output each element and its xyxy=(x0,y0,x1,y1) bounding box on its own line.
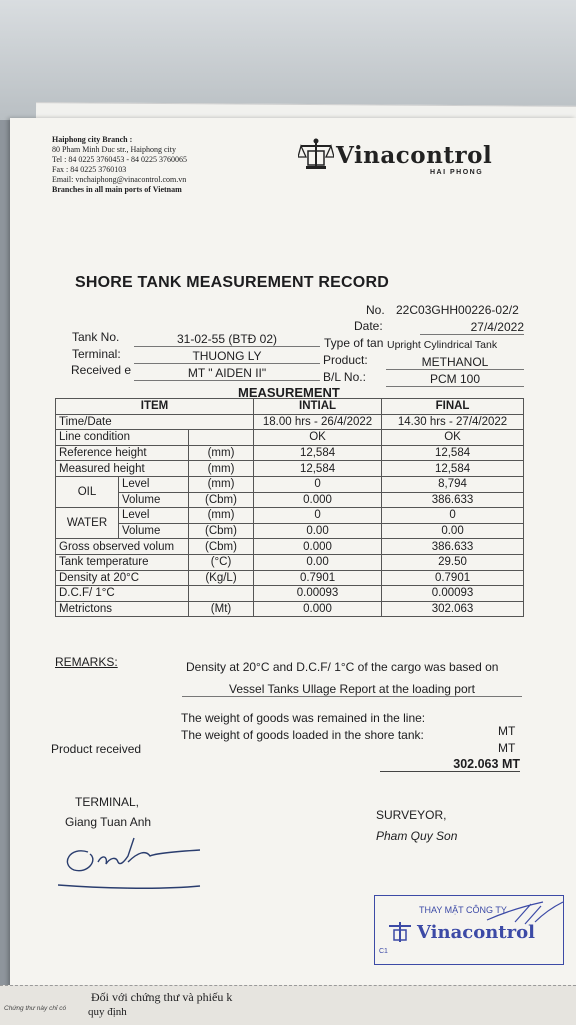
row-initial: 12,584 xyxy=(254,445,382,461)
table-row xyxy=(56,539,524,555)
row-unit: (mm) xyxy=(189,508,254,524)
row-initial: 0.000 xyxy=(254,492,382,508)
bl-label: B/L No.: xyxy=(323,370,366,384)
row-final: 0.00 xyxy=(382,523,524,539)
measurement-heading: MEASUREMENT xyxy=(238,385,340,400)
table-row xyxy=(56,523,524,539)
row-item-oil: OIL xyxy=(56,476,119,507)
row-final: 386.633 xyxy=(382,539,524,555)
received-value: MT " AIDEN II" xyxy=(134,366,320,381)
branch-email: Email: vnchaiphong@vinacontrol.com.vn xyxy=(52,175,187,184)
row-initial: 0.000 xyxy=(254,601,382,617)
bl-value: PCM 100 xyxy=(386,372,524,387)
branch-tel: Tel : 84 0225 3760453 - 84 0225 3760065 xyxy=(52,155,187,164)
row-final: 14.30 hrs - 27/4/2022 xyxy=(382,414,524,430)
footer-small: Chứng thư này chỉ có xyxy=(4,1005,67,1012)
table-row xyxy=(56,508,524,524)
branch-info xyxy=(52,135,187,195)
table-row xyxy=(56,570,524,586)
row-item: Density at 20°C xyxy=(56,570,189,586)
date-label: Date: xyxy=(354,319,383,333)
row-initial: 0.00093 xyxy=(254,586,382,602)
header-item: ITEM xyxy=(56,399,254,415)
type-value: Upright Cylindrical Tank xyxy=(387,339,498,351)
stamp-code: C1 xyxy=(379,948,388,955)
row-initial: 0.00 xyxy=(254,523,382,539)
lower-document-strip xyxy=(0,985,576,1025)
row-sub: Level xyxy=(119,508,189,524)
table-row xyxy=(56,414,524,430)
table-row xyxy=(56,445,524,461)
row-unit: (mm) xyxy=(189,476,254,492)
weight-remained-unit: MT xyxy=(498,724,516,738)
measurement-table xyxy=(55,398,524,617)
terminal-value: THUONG LY xyxy=(134,349,320,364)
product-label: Product: xyxy=(323,353,368,367)
row-item-water: WATER xyxy=(56,508,119,539)
row-initial: 12,584 xyxy=(254,461,382,477)
row-item: Metrictons xyxy=(56,601,189,617)
row-final: 386.633 xyxy=(382,492,524,508)
row-final: 302.063 xyxy=(382,601,524,617)
terminal-label: Terminal: xyxy=(72,347,121,361)
remarks-label: REMARKS: xyxy=(55,655,118,669)
branch-ports: Branches in all main ports of Vietnam xyxy=(52,185,182,194)
row-final: 12,584 xyxy=(382,461,524,477)
row-initial: 0 xyxy=(254,508,382,524)
table-header-row xyxy=(56,399,524,415)
row-initial: 18.00 hrs - 26/4/2022 xyxy=(254,414,382,430)
stamp-scale-icon xyxy=(387,920,413,944)
row-initial: 0 xyxy=(254,476,382,492)
row-item: Reference height xyxy=(56,445,189,461)
header-final: FINAL xyxy=(382,399,524,415)
row-initial: 0.7901 xyxy=(254,570,382,586)
table-row xyxy=(56,586,524,602)
product-received-value: 302.063 MT xyxy=(380,757,520,772)
row-sub: Volume xyxy=(119,492,189,508)
no-label: No. xyxy=(366,303,385,317)
row-unit xyxy=(189,586,254,602)
company-stamp xyxy=(374,895,564,965)
row-initial: 0.00 xyxy=(254,554,382,570)
row-unit: (Cbm) xyxy=(189,539,254,555)
row-unit: (Mt) xyxy=(189,601,254,617)
logo-name: Vinacontrol xyxy=(336,142,493,169)
row-item: D.C.F/ 1°C xyxy=(56,586,189,602)
row-unit: (Kg/L) xyxy=(189,570,254,586)
scale-logo-icon xyxy=(298,137,334,171)
footer-vietnamese: Đối với chứng thư và phiếu k xyxy=(91,990,233,1004)
stamp-name: Vinacontrol xyxy=(417,922,535,943)
surveyor-sign-label: SURVEYOR, xyxy=(376,808,447,822)
surveyor-sign-name: Pham Quy Son xyxy=(376,829,458,843)
type-label: Type of tan xyxy=(324,336,384,350)
remarks-line2: Vessel Tanks Ullage Report at the loading port xyxy=(182,682,522,697)
weight-loaded-unit: MT xyxy=(498,741,516,755)
terminal-sign-name: Giang Tuan Anh xyxy=(65,815,152,829)
date-value: 27/4/2022 xyxy=(420,320,524,335)
table-row xyxy=(56,461,524,477)
row-sub: Volume xyxy=(119,523,189,539)
no-value: 22C03GHH00226-02/2 xyxy=(396,303,519,317)
row-item: Tank temperature xyxy=(56,554,189,570)
row-unit: (°C) xyxy=(189,554,254,570)
footer-vietnamese-2: quy định xyxy=(88,1006,127,1018)
row-sub: Level xyxy=(119,476,189,492)
row-item: Gross observed volum xyxy=(56,539,189,555)
branch-title: Haiphong city Branch : xyxy=(52,135,133,144)
terminal-signature-icon xyxy=(58,832,218,897)
page-title: SHORE TANK MEASUREMENT RECORD xyxy=(75,274,389,291)
product-received-label: Product received xyxy=(51,742,142,756)
table-row xyxy=(56,554,524,570)
row-item: Time/Date xyxy=(56,414,254,430)
received-label: Received e xyxy=(71,363,132,377)
row-unit: (Cbm) xyxy=(189,523,254,539)
row-final: OK xyxy=(382,430,524,446)
branch-address: 80 Pham Minh Duc str., Haiphong city xyxy=(52,145,176,154)
row-initial: OK xyxy=(254,430,382,446)
company-logo xyxy=(298,137,334,176)
branch-fax: Fax : 84 0225 3760103 xyxy=(52,165,127,174)
stamp-signature-icon xyxy=(485,898,565,928)
stamp-line1: THAY MẶT CÔNG TY xyxy=(419,905,507,915)
tank-value: 31-02-55 (BTĐ 02) xyxy=(134,332,320,347)
row-unit: (Cbm) xyxy=(189,492,254,508)
table-row xyxy=(56,492,524,508)
tank-label: Tank No. xyxy=(72,330,120,344)
row-unit xyxy=(189,430,254,446)
row-initial: 0.000 xyxy=(254,539,382,555)
row-item: Measured height xyxy=(56,461,189,477)
weight-loaded-label: The weight of goods loaded in the shore tank: xyxy=(181,728,424,742)
logo-sub: HAI PHONG xyxy=(430,169,484,176)
remarks-line1: Density at 20°C and D.C.F/ 1°C of the cargo was based on xyxy=(186,660,499,674)
row-final: 0.00093 xyxy=(382,586,524,602)
header-initial: INTIAL xyxy=(254,399,382,415)
row-final: 12,584 xyxy=(382,445,524,461)
terminal-sign-label: TERMINAL, xyxy=(75,795,140,809)
row-item: Line condition xyxy=(56,430,189,446)
row-unit: (mm) xyxy=(189,445,254,461)
row-final: 0.7901 xyxy=(382,570,524,586)
product-value: METHANOL xyxy=(386,355,524,370)
row-final: 29.50 xyxy=(382,554,524,570)
table-row xyxy=(56,601,524,617)
row-final: 0 xyxy=(382,508,524,524)
table-row xyxy=(56,430,524,446)
weight-remained-label: The weight of goods was remained in the line: xyxy=(181,711,426,725)
row-unit: (mm) xyxy=(189,461,254,477)
table-row xyxy=(56,476,524,492)
row-final: 8,794 xyxy=(382,476,524,492)
